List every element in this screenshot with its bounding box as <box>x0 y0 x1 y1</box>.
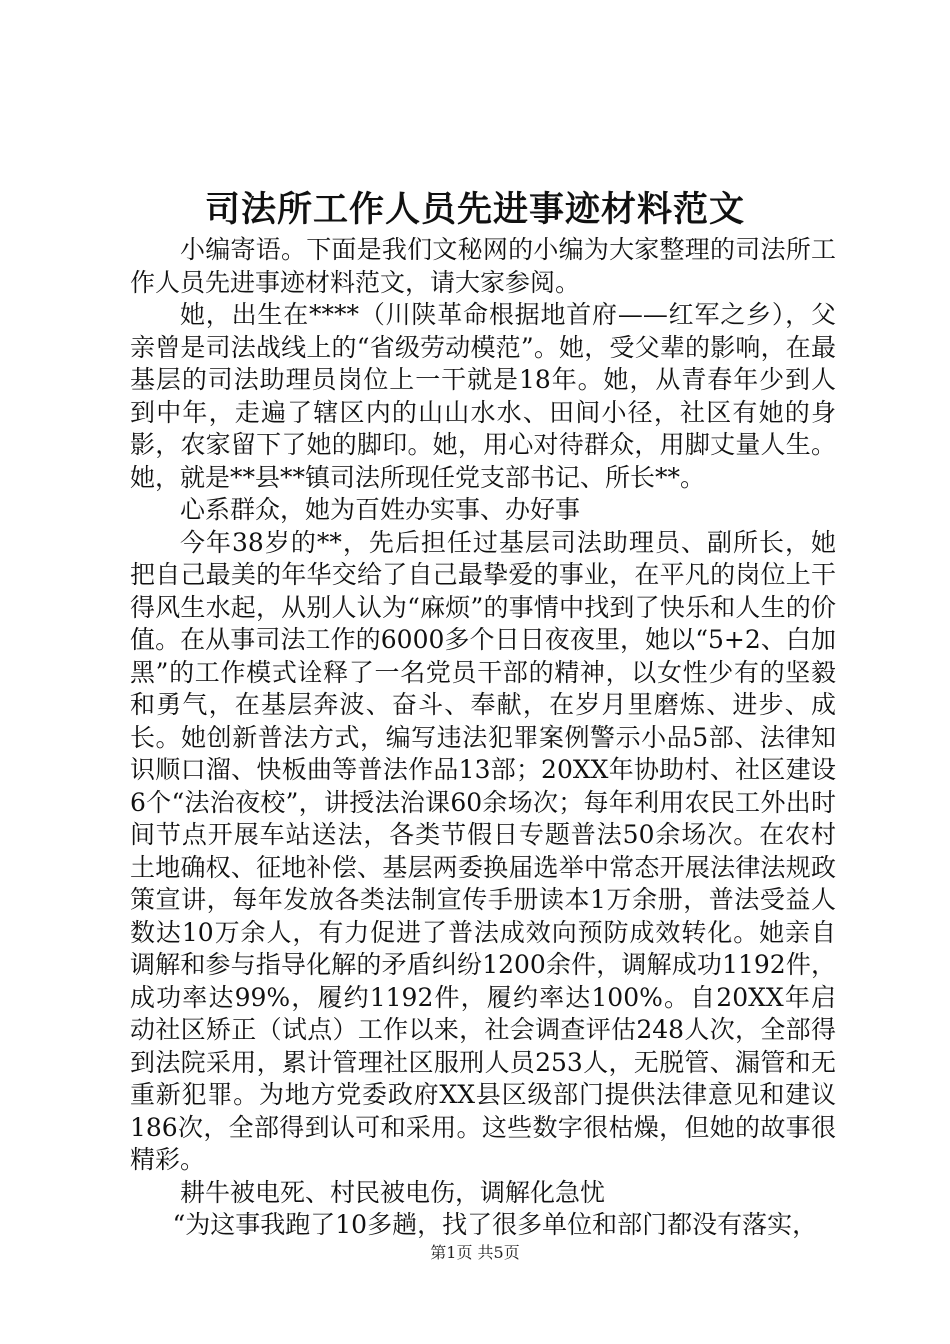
paragraph-intro: 小编寄语。下面是我们文秘网的小编为大家整理的司法所工作人员先进事迹材料范文，请大家参阅。 <box>130 235 836 297</box>
page-number-footer: 第1页 共5页 <box>430 1243 520 1262</box>
section-heading-serve-people: 心系群众，她为百姓办实事、办好事 <box>180 495 581 524</box>
paragraph-quote: “为这事我跑了10多趟，找了很多单位和部门都没有落实， <box>172 1210 818 1239</box>
section-heading-mediation: 耕牛被电死、村民被电伤，调解化急忧 <box>180 1177 606 1207</box>
paragraph-biography: 她，出生在****（川陕革命根据地首府——红军之乡），父亲曾是司法战线上的“省级劳动模范”。她，受父辈的影响，在最基层的司法助理员岗位上一干就是18年。她，从青春年少到人到中年，走遍了辖区内的山山水水、田间小径，社区有她的身影，农家留下了她的脚印。她，用心对待群众，用脚丈量人生。她，就是**县**镇司法所现任党支部书记、所长**。 <box>130 300 836 492</box>
paragraph-achievements: 今年38岁的**，先后担任过基层司法助理员、副所长，她把自己最美的年华交给了自己最挚爱的事业，在平凡的岗位上干得风生水起，从别人认为“麻烦”的事情中找到了快乐和人生的价值。在从事司法工作的6000多个日日夜夜里，她以“5+2、白加黑”的工作模式诠释了一名党员干部的精神，以女性少有的坚毅和勇气，在基层奔波、奋斗、奉献，在岁月里磨炼、进步、成长。她创新普法方式，编写违法犯罪案例警示小品5部、法律知识顺口溜、快板曲等普法作品13部；20XX年协助村、社区建设6个“法治夜校”，讲授法治课60余场次；每年利用农民工外出时间节点开展车站送法，各类节假日专题普法50余场次。在农村土地确权、征地补偿、基层两委换届选举中常态开展法律法规政策宣讲，每年发放各类法制宣传手册读本1万余册，普法受益人数达10万余人，有力促进了普法成效向预防成效转化。她亲自调解和参与指导化解的矛盾纠纷1200余件，调解成功1192件，成功率达99%，履约1192件，履约率达100%。自20XX年启动社区矫正（试点）工作以来，社会调查评估248人次，全部得到法院采用，累计管理社区服刑人员253人，无脱管、漏管和无重新犯罪。为地方党委政府XX县区级部门提供法律意见和建议186次，全部得到认可和采用。这些数字很枯燥，但她的故事很精彩。 <box>130 527 836 1174</box>
document-title: 司法所工作人员先进事迹材料范文 <box>204 189 745 230</box>
document-body <box>130 234 836 1242</box>
